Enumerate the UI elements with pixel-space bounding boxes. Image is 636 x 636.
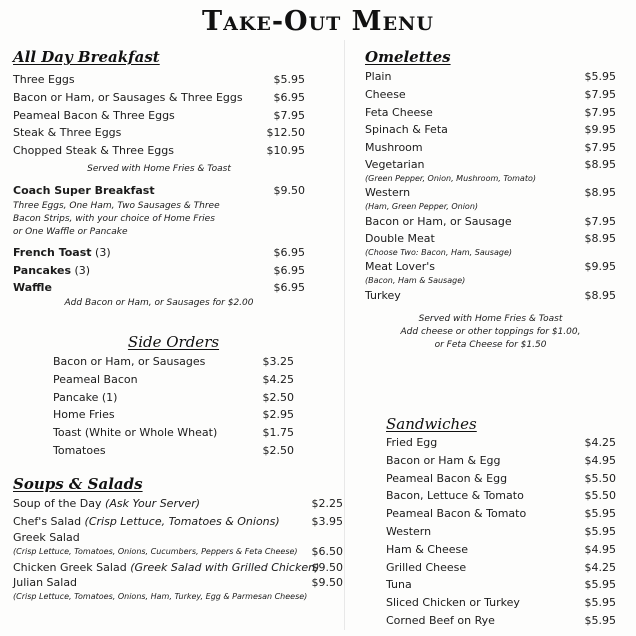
menu-item <box>53 353 294 371</box>
menu-item <box>386 487 616 505</box>
item-name: Bacon or Ham, or Sausage <box>365 214 512 228</box>
item-price: $5.95 <box>273 73 305 86</box>
item-name: Bacon or Ham & Egg <box>386 453 501 467</box>
soups-salads-title: Soups & Salads <box>13 475 143 493</box>
item-name: Corned Beef on Rye <box>386 613 495 627</box>
item-name: Greek Salad <box>13 530 80 544</box>
menu-item <box>365 185 616 200</box>
item-name: Soup of the Day <box>13 497 102 510</box>
item-price: $5.95 <box>584 613 616 627</box>
menu-item <box>13 531 343 545</box>
item-name: Home Fries <box>53 408 115 422</box>
sandwiches-section <box>386 415 616 630</box>
item-price: $3.25 <box>262 355 294 368</box>
menu-item <box>13 495 343 513</box>
menu-item <box>13 89 305 107</box>
menu-item <box>13 559 343 577</box>
item-price: $8.95 <box>584 288 616 302</box>
menu-item <box>386 576 616 594</box>
item-description: (Bacon, Ham & Sausage) <box>365 275 466 285</box>
item-price: $8.95 <box>584 157 616 171</box>
item-price: $6.95 <box>273 245 305 259</box>
item-name: Peameal Bacon <box>53 372 138 386</box>
item-name: Pancake (1) <box>53 390 118 404</box>
item-price: $4.25 <box>584 436 616 449</box>
menu-item <box>386 470 616 488</box>
item-name: Chicken Greek Salad <box>13 560 127 574</box>
item-name: Peameal Bacon & Tomato <box>386 507 527 521</box>
menu-item <box>365 139 616 157</box>
menu-item <box>13 142 305 160</box>
menu-item <box>13 545 343 559</box>
menu-item <box>13 107 305 125</box>
menu-item <box>386 559 616 577</box>
omelettes-section <box>365 48 616 352</box>
item-price: $9.50 <box>311 560 343 574</box>
menu-item <box>365 231 616 246</box>
item-price: $5.95 <box>584 524 616 538</box>
item-name: Western <box>386 524 432 538</box>
item-name: Steak & Three Eggs <box>13 126 122 140</box>
item-name: Vegetarian <box>365 157 425 171</box>
item-qty: (3) <box>95 245 111 259</box>
item-name: Sliced Chicken or Turkey <box>386 596 520 610</box>
item-price: $6.95 <box>273 281 305 295</box>
item-name: Peameal Bacon & Egg <box>386 471 508 485</box>
omelettes-add-note: Add cheese or other toppings for $1.00, <box>400 326 581 337</box>
breakfast-add-note: Add Bacon or Ham, or Sausages for $2.00 <box>64 298 254 309</box>
menu-item <box>365 287 616 305</box>
item-description: (Green Pepper, Onion, Mushroom, Tomato) <box>365 173 536 183</box>
item-price: $8.95 <box>584 231 616 245</box>
menu-item <box>13 262 305 280</box>
item-price: $9.50 <box>273 183 305 197</box>
item-name: Ham & Cheese <box>386 542 468 556</box>
item-name: Coach Super Breakfast <box>13 183 155 197</box>
item-name: Plain <box>365 70 392 83</box>
item-price: $7.95 <box>584 214 616 228</box>
item-name: Bacon, Lettuce & Tomato <box>386 489 524 503</box>
menu-item <box>386 541 616 559</box>
menu-item <box>386 452 616 470</box>
item-name: French Toast <box>13 245 92 259</box>
item-detail: (Greek Salad with Grilled Chicken) <box>130 560 320 574</box>
item-name: Grilled Cheese <box>386 560 467 574</box>
item-price: $3.95 <box>311 514 343 528</box>
item-price: $5.95 <box>584 596 616 610</box>
item-price: $6.95 <box>273 90 305 104</box>
item-name: Spinach & Feta <box>365 123 448 137</box>
item-name: Bacon or Ham, or Sausages <box>53 355 206 368</box>
item-price: $5.95 <box>584 578 616 592</box>
menu-item <box>13 576 343 590</box>
item-name: Cheese <box>365 87 406 101</box>
item-name: Three Eggs <box>13 73 75 86</box>
item-price: $6.50 <box>311 544 343 558</box>
menu-item <box>386 523 616 541</box>
sandwiches-title: Sandwiches <box>386 415 477 433</box>
menu-item <box>53 442 294 460</box>
soups-salads-section <box>13 475 343 603</box>
item-price: $12.50 <box>266 126 305 140</box>
breakfast-title: All Day Breakfast <box>13 48 160 66</box>
item-name: Tomatoes <box>53 443 106 457</box>
item-name: Bacon or Ham, or Sausages & Three Eggs <box>13 90 243 104</box>
item-price: $2.95 <box>262 408 294 422</box>
item-price: $7.95 <box>584 105 616 119</box>
item-price: $4.25 <box>584 560 616 574</box>
item-price: $5.95 <box>584 507 616 521</box>
menu-item <box>386 434 616 452</box>
breakfast-section <box>13 48 305 310</box>
item-price: $9.95 <box>584 123 616 137</box>
item-description: or One Waffle or Pancake <box>13 226 128 237</box>
menu-item <box>386 505 616 523</box>
item-name: Waffle <box>13 281 52 295</box>
item-price: $8.95 <box>584 185 616 199</box>
menu-item <box>13 279 305 297</box>
menu-item <box>386 612 616 630</box>
item-price: $5.50 <box>584 489 616 503</box>
menu-item <box>53 424 294 442</box>
omelettes-feta-note: or Feta Cheese for $1.50 <box>434 339 547 350</box>
item-detail: (Ask Your Server) <box>105 497 201 510</box>
item-name: Western <box>365 185 411 199</box>
item-name: Chef's Salad <box>13 514 82 528</box>
column-divider <box>344 40 345 630</box>
item-qty: (3) <box>74 263 91 277</box>
item-price: $4.25 <box>262 372 294 386</box>
item-name: Mushroom <box>365 141 423 155</box>
item-name: Double Meat <box>365 231 435 245</box>
menu-title: Take-Out Menu <box>202 6 434 37</box>
menu-item <box>13 182 305 200</box>
item-name: Julian Salad <box>13 576 78 590</box>
item-price: $1.75 <box>262 426 294 440</box>
menu-item <box>53 406 294 424</box>
item-description: (Crisp Lettuce, Tomatoes, Onions, Cucumbers, Peppers & Feta Cheese) <box>13 546 298 556</box>
menu-item <box>53 371 294 389</box>
item-price: $7.95 <box>584 87 616 101</box>
menu-item <box>13 244 305 262</box>
menu-item <box>365 86 616 104</box>
item-name: Chopped Steak & Three Eggs <box>13 144 174 158</box>
item-price: $6.95 <box>273 263 305 277</box>
menu-item <box>365 121 616 139</box>
item-price: $7.95 <box>584 141 616 155</box>
item-price: $9.50 <box>311 576 343 590</box>
omelettes-title: Omelettes <box>365 48 451 66</box>
item-name: Fried Egg <box>386 436 438 449</box>
side-orders-section <box>53 333 294 460</box>
item-price: $7.95 <box>273 108 305 122</box>
item-description: Bacon Strips, with your choice of Home Fries <box>13 213 215 224</box>
item-price: $4.95 <box>584 453 616 467</box>
breakfast-served-note: Served with Home Fries & Toast <box>87 163 231 174</box>
item-price: $2.50 <box>262 390 294 404</box>
item-name: Tuna <box>386 578 412 592</box>
menu-item <box>365 157 616 172</box>
item-description: (Crisp Lettuce, Tomatoes, Onions, Ham, Turkey, Egg & Parmesan Cheese) <box>13 592 308 602</box>
omelettes-served-note: Served with Home Fries & Toast <box>418 313 563 324</box>
menu-item <box>13 71 305 89</box>
menu-item <box>13 124 305 142</box>
item-price: $2.25 <box>311 497 343 510</box>
item-description: (Choose Two: Bacon, Ham, Sausage) <box>365 247 512 257</box>
menu-item <box>365 259 616 274</box>
side-orders-title: Side Orders <box>127 333 220 351</box>
menu-item <box>386 594 616 612</box>
item-name: Turkey <box>365 288 401 302</box>
menu-item <box>365 68 616 86</box>
item-description: Three Eggs, One Ham, Two Sausages & Three <box>13 200 220 211</box>
menu-item <box>13 513 343 531</box>
item-price: $5.95 <box>584 70 616 83</box>
item-detail: (Crisp Lettuce, Tomatoes & Onions) <box>84 514 280 528</box>
item-price: $10.95 <box>266 144 305 158</box>
menu-item <box>53 389 294 407</box>
item-name: Toast (White or Whole Wheat) <box>53 426 218 440</box>
item-name: Peameal Bacon & Three Eggs <box>13 108 175 122</box>
item-name: Feta Cheese <box>365 105 433 119</box>
item-price: $9.95 <box>584 259 616 273</box>
menu-item <box>365 104 616 122</box>
item-price: $5.50 <box>584 471 616 485</box>
item-name: Pancakes <box>13 263 71 277</box>
item-description: (Ham, Green Pepper, Onion) <box>365 201 479 211</box>
menu-item <box>365 213 616 231</box>
item-name: Meat Lover's <box>365 259 436 273</box>
item-price: $4.95 <box>584 542 616 556</box>
item-price: $2.50 <box>262 443 294 457</box>
